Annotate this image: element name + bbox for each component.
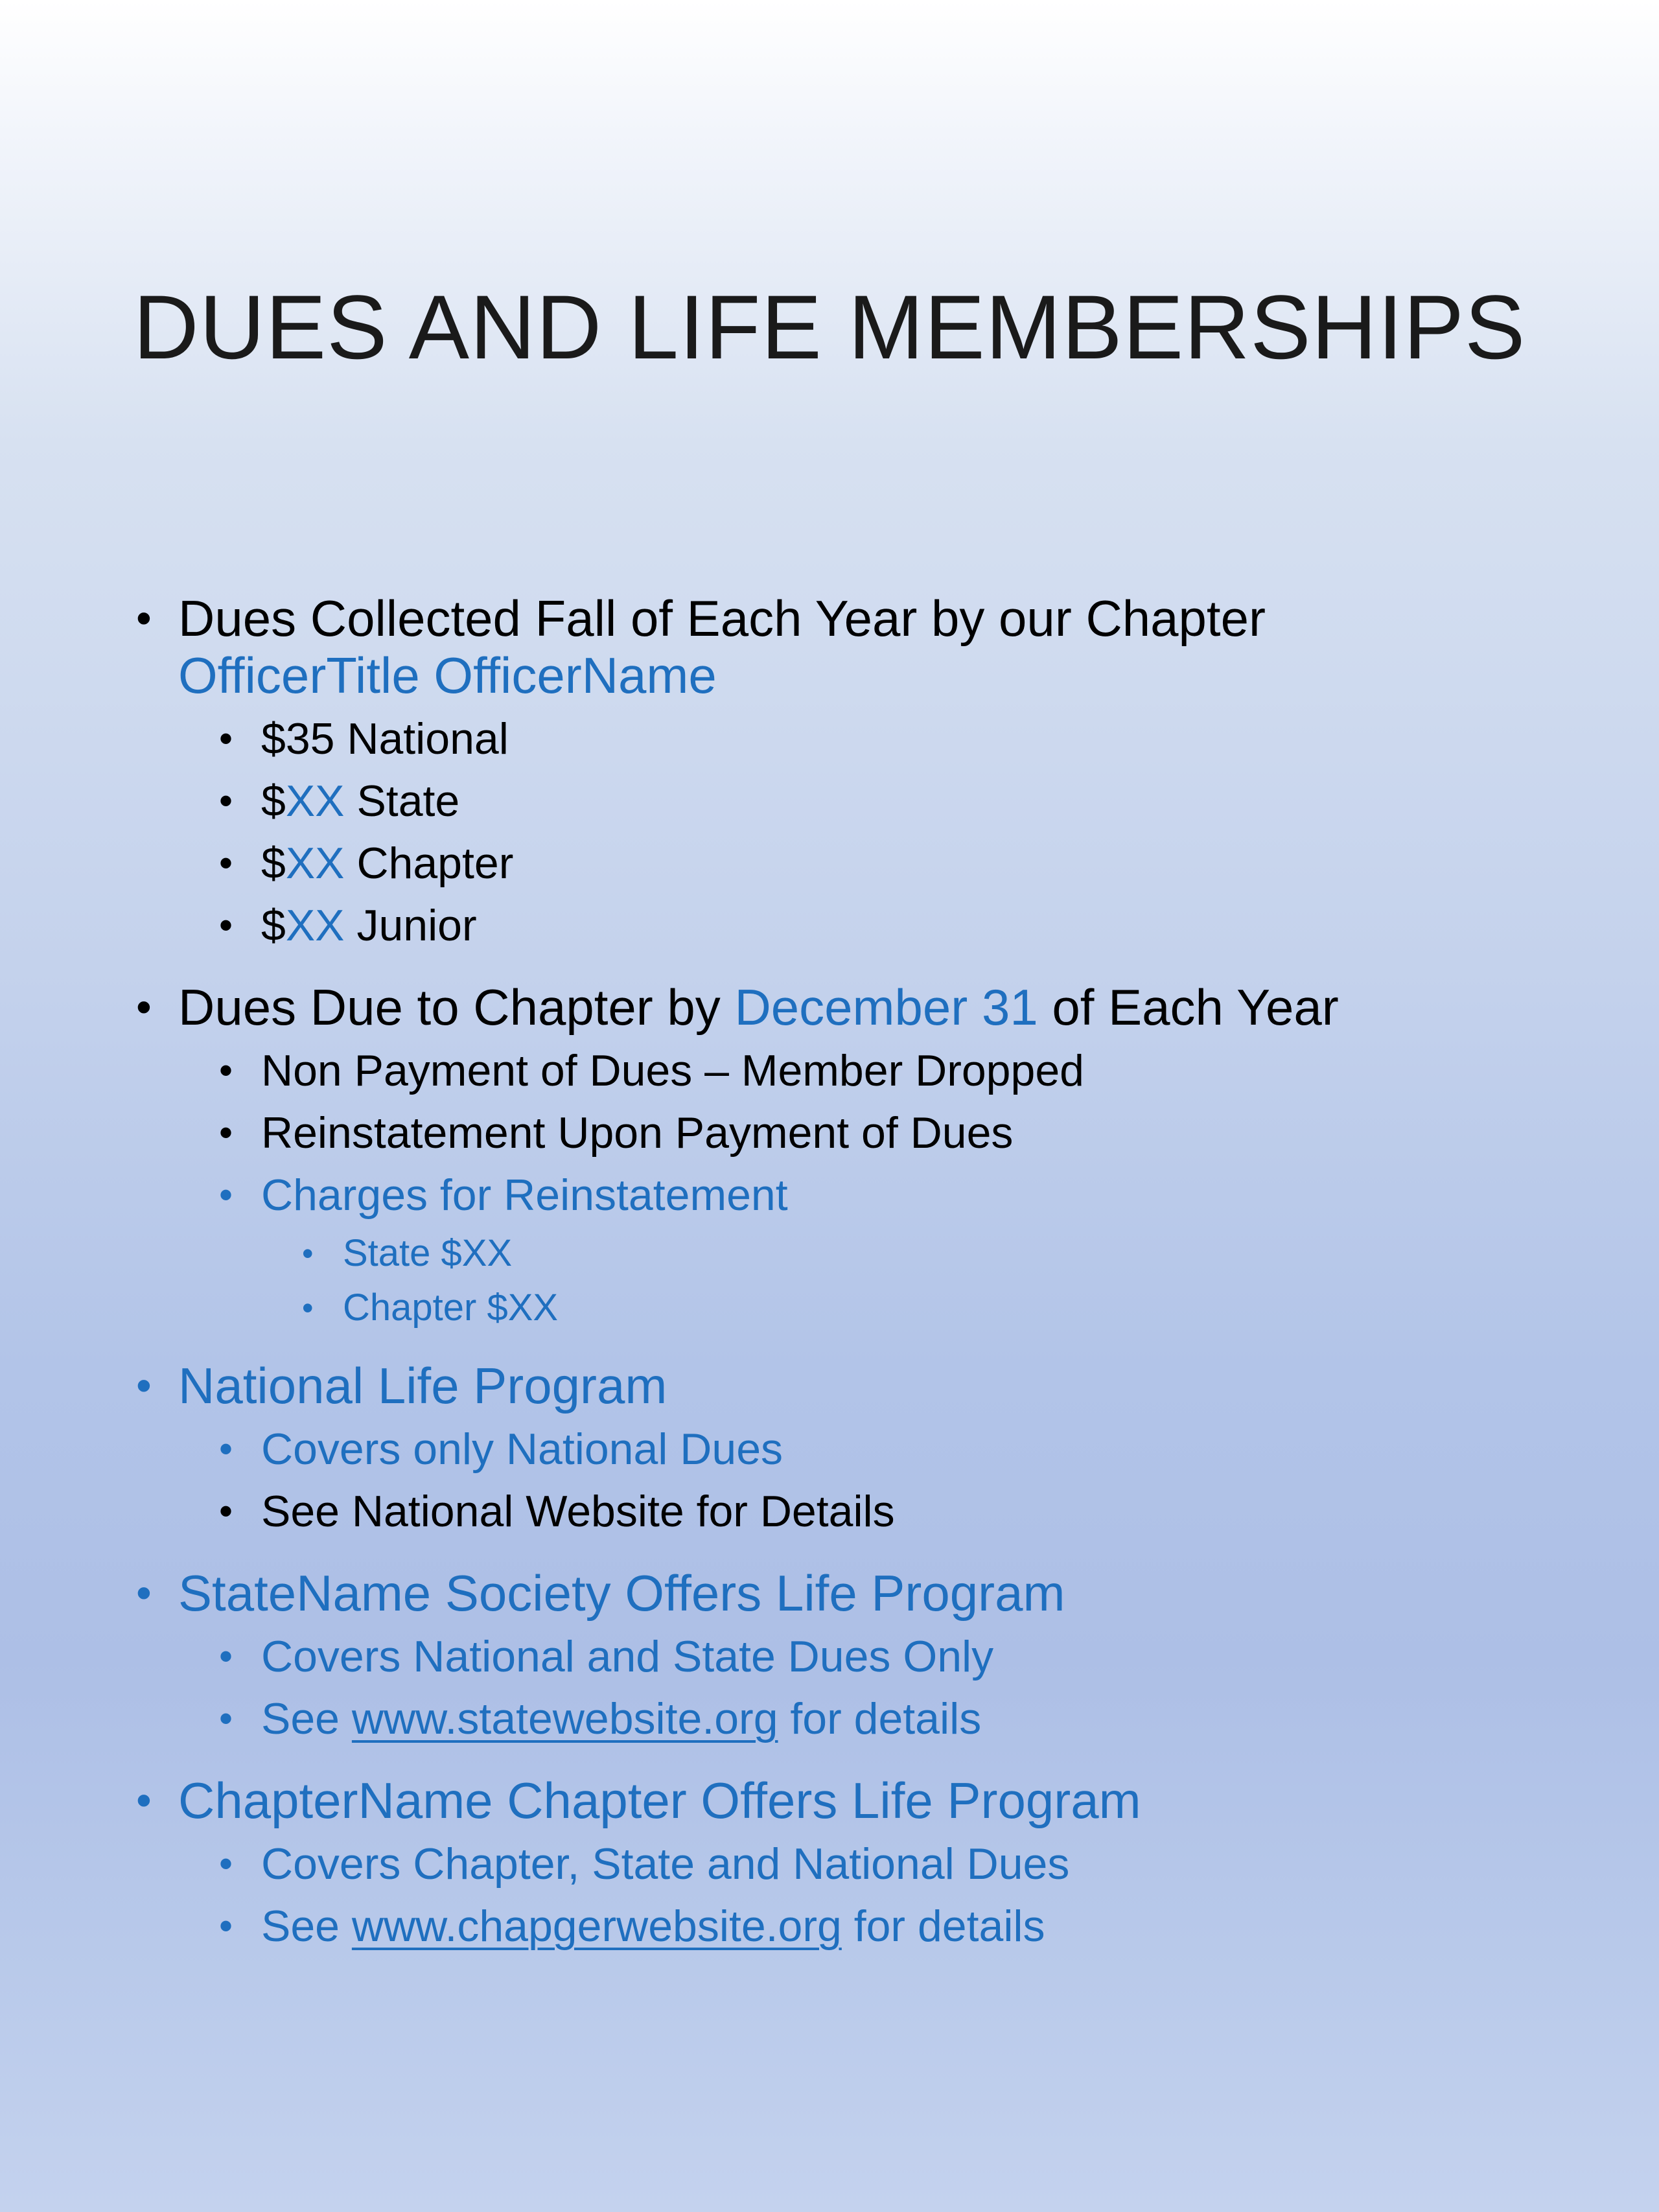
list-item-national-covers [219, 1418, 1562, 1480]
non-payment-text: Non Payment of Dues – Member Dropped [261, 1046, 1084, 1095]
due-date: December 31 [734, 979, 1038, 1036]
list-item-national-see [219, 1480, 1562, 1543]
junior-dues-amount: XX [285, 901, 345, 950]
charge-state-text: State $XX [343, 1232, 513, 1274]
national-life-heading: National Life Program [178, 1357, 667, 1414]
list-item-state-see [219, 1688, 1562, 1750]
charges-text: Charges for Reinstatement [261, 1170, 788, 1220]
list-item-reinstatement [219, 1102, 1562, 1164]
junior-dues-label: Junior [344, 901, 477, 950]
national-see-text: See National Website for Details [261, 1487, 895, 1536]
list-item-state-covers [219, 1625, 1562, 1688]
list-item-non-payment [219, 1040, 1562, 1102]
state-see-prefix: See [261, 1694, 352, 1743]
bullet-content [136, 590, 1562, 1957]
junior-dues-prefix: $ [261, 901, 286, 950]
charge-chapter-text: Chapter $XX [343, 1286, 559, 1329]
dues-due-sublist [219, 1040, 1562, 1335]
bullet-list [136, 590, 1562, 1957]
dues-collected-text: Dues Collected Fall of Each Year by our Chapter [178, 590, 1266, 647]
list-item-chapter-life [136, 1772, 1562, 1957]
state-website-link[interactable]: www.statewebsite.org [351, 1694, 778, 1743]
list-item-charge-state [302, 1226, 1562, 1281]
list-item-dues-collected [136, 590, 1562, 957]
list-item-chapter-covers [219, 1833, 1562, 1895]
chapter-dues-amount: XX [285, 839, 345, 888]
list-item-dues-due [136, 979, 1562, 1335]
state-life-sublist [219, 1625, 1562, 1750]
chapter-dues-prefix: $ [261, 839, 286, 888]
dues-amount-list [219, 708, 1562, 957]
list-item-national-dues [219, 708, 1562, 770]
chapter-see-suffix: for details [841, 1902, 1045, 1951]
state-see-suffix: for details [778, 1694, 982, 1743]
state-dues-prefix: $ [261, 776, 286, 826]
state-dues-amount: XX [285, 776, 345, 826]
list-item-chapter-see [219, 1895, 1562, 1957]
officer-name: OfficerTitle OfficerName [178, 647, 717, 704]
chapter-see-prefix: See [261, 1902, 352, 1951]
page-title: DUES AND LIFE MEMBERSHIPS [133, 276, 1526, 378]
dues-due-suffix: of Each Year [1038, 979, 1339, 1036]
list-item-state-dues [219, 770, 1562, 832]
national-life-sublist [219, 1418, 1562, 1543]
chapter-life-sublist [219, 1833, 1562, 1957]
state-covers-text: Covers National and State Dues Only [261, 1632, 994, 1681]
list-item-chapter-dues [219, 832, 1562, 894]
chapter-life-heading: ChapterName Chapter Offers Life Program [178, 1772, 1141, 1829]
chapter-website-link[interactable]: www.chapgerwebsite.org [351, 1902, 842, 1951]
charges-sublist [302, 1226, 1562, 1335]
chapter-covers-text: Covers Chapter, State and National Dues [261, 1839, 1070, 1889]
list-item-national-life [136, 1357, 1562, 1543]
chapter-dues-label: Chapter [344, 839, 514, 888]
list-item-state-life [136, 1565, 1562, 1750]
national-covers-text: Covers only National Dues [261, 1425, 783, 1474]
list-item-charge-chapter [302, 1281, 1562, 1335]
state-dues-label: State [344, 776, 460, 826]
state-life-heading: StateName Society Offers Life Program [178, 1565, 1065, 1622]
list-item-junior-dues [219, 894, 1562, 957]
list-item-charges [219, 1164, 1562, 1335]
dues-due-text: Dues Due to Chapter by [178, 979, 735, 1036]
reinstatement-text: Reinstatement Upon Payment of Dues [261, 1108, 1014, 1158]
national-dues-text: $35 National [261, 714, 509, 763]
